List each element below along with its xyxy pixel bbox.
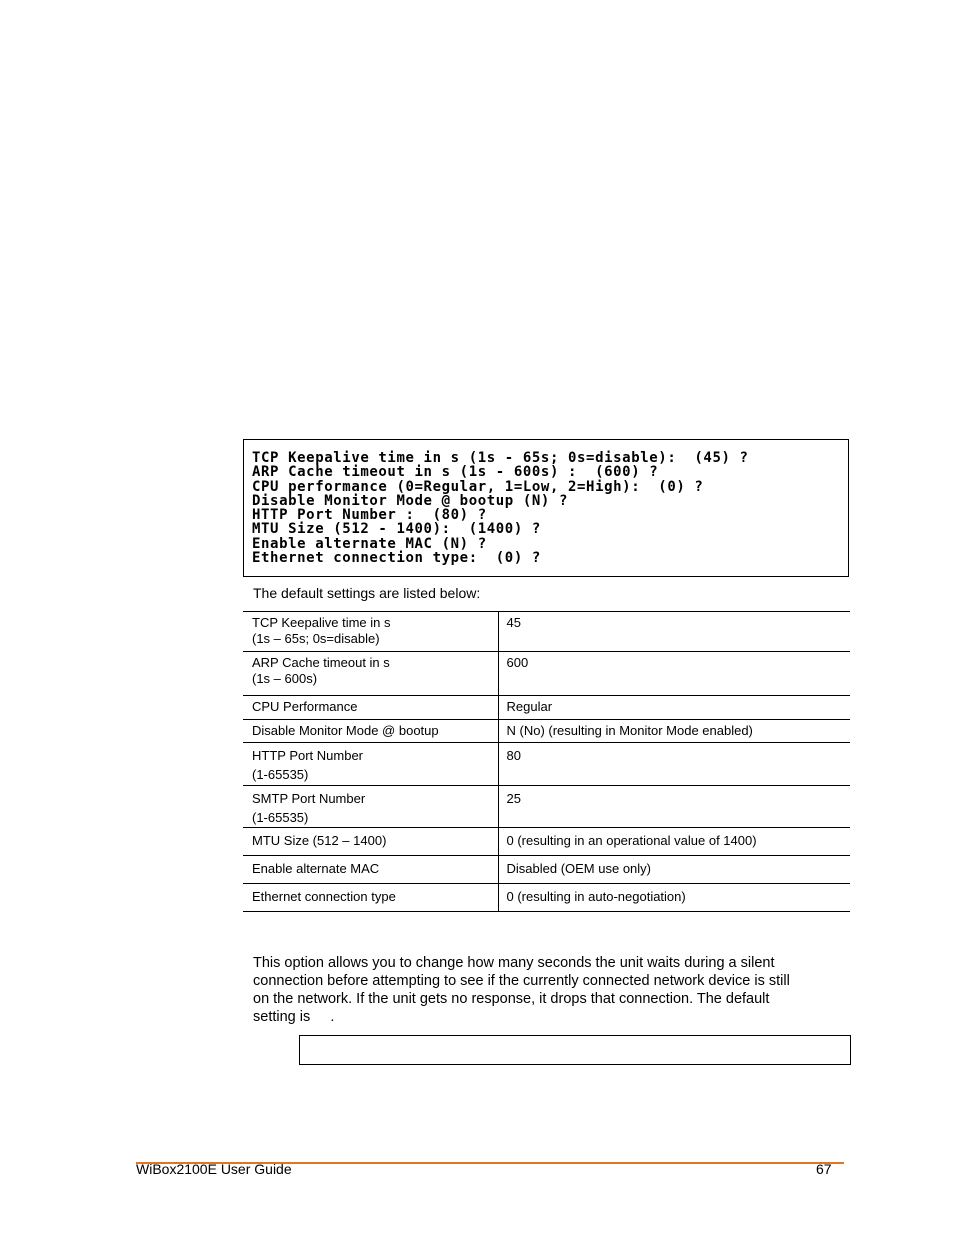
setting-name: SMTP Port Number <box>252 791 366 806</box>
table-row <box>243 786 850 828</box>
setting-value: N (No) (resulting in Monitor Mode enabled) <box>498 720 850 743</box>
footer-document-title: WiBox2100E User Guide <box>136 1161 292 1177</box>
setting-name: Disable Monitor Mode @ bootup <box>243 720 498 743</box>
setting-value: 0 (resulting in auto-negotiation) <box>498 884 850 912</box>
setting-value: Regular <box>498 696 850 720</box>
table-row <box>243 720 850 743</box>
setting-value: 600 <box>498 652 850 696</box>
setting-name-cell <box>243 786 498 828</box>
footer-page-number: 67 <box>816 1161 832 1177</box>
setting-name: Ethernet connection type <box>243 884 498 912</box>
setting-range: (1s – 65s; 0s=disable) <box>252 631 380 646</box>
setting-name-cell <box>243 612 498 652</box>
terminal-line: MTU Size (512 - 1400): (1400) ? <box>252 521 541 538</box>
keepalive-description <box>253 954 843 1026</box>
setting-value: 25 <box>498 786 850 828</box>
table-row <box>243 884 850 912</box>
setting-name: ARP Cache timeout in s <box>252 655 390 670</box>
setting-value: 80 <box>498 743 850 786</box>
defaults-intro-text: The default settings are listed below: <box>253 585 481 601</box>
table-row <box>243 743 850 786</box>
paragraph-line: This option allows you to change how many seconds the unit waits during a silent <box>253 955 775 971</box>
setting-name: HTTP Port Number <box>252 748 364 763</box>
setting-range: (1-65535) <box>252 810 309 825</box>
table-row <box>243 828 850 856</box>
setting-value: 0 (resulting in an operational value of 1400) <box>498 828 850 856</box>
setting-name: CPU Performance <box>243 696 498 720</box>
terminal-line: Enable alternate MAC (N) ? <box>252 535 487 552</box>
paragraph-line: setting is . <box>253 1009 335 1025</box>
paragraph-line: connection before attempting to see if the currently connected network device is still <box>253 973 790 989</box>
default-settings-table <box>243 611 850 912</box>
setting-name: TCP Keepalive time in s <box>252 615 391 630</box>
setting-value: Disabled (OEM use only) <box>498 856 850 884</box>
terminal-line: Ethernet connection type: (0) ? <box>252 550 541 567</box>
terminal-line: CPU performance (0=Regular, 1=Low, 2=High): (0) ? <box>252 478 704 495</box>
table-row <box>243 696 850 720</box>
setting-name: Enable alternate MAC <box>243 856 498 884</box>
paragraph-line: on the network. If the unit gets no response, it drops that connection. The default <box>253 991 770 1007</box>
setting-name: MTU Size (512 – 1400) <box>243 828 498 856</box>
setting-name-cell <box>243 743 498 786</box>
table-row <box>243 612 850 652</box>
table-row <box>243 856 850 884</box>
setting-value: 45 <box>498 612 850 652</box>
setting-range: (1s – 600s) <box>252 671 318 686</box>
setting-range: (1-65535) <box>252 767 309 782</box>
terminal-screenshot <box>243 439 849 577</box>
empty-figure-box <box>299 1035 851 1065</box>
terminal-line: TCP Keepalive time in s (1s - 65s; 0s=disable): (45) ? <box>252 450 749 466</box>
terminal-line: ARP Cache timeout in s (1s - 600s) : (600) ? <box>252 464 659 481</box>
setting-name-cell <box>243 652 498 696</box>
terminal-line: Disable Monitor Mode @ bootup (N) ? <box>252 492 569 509</box>
table-row <box>243 652 850 696</box>
terminal-line: HTTP Port Number : (80) ? <box>252 507 487 524</box>
